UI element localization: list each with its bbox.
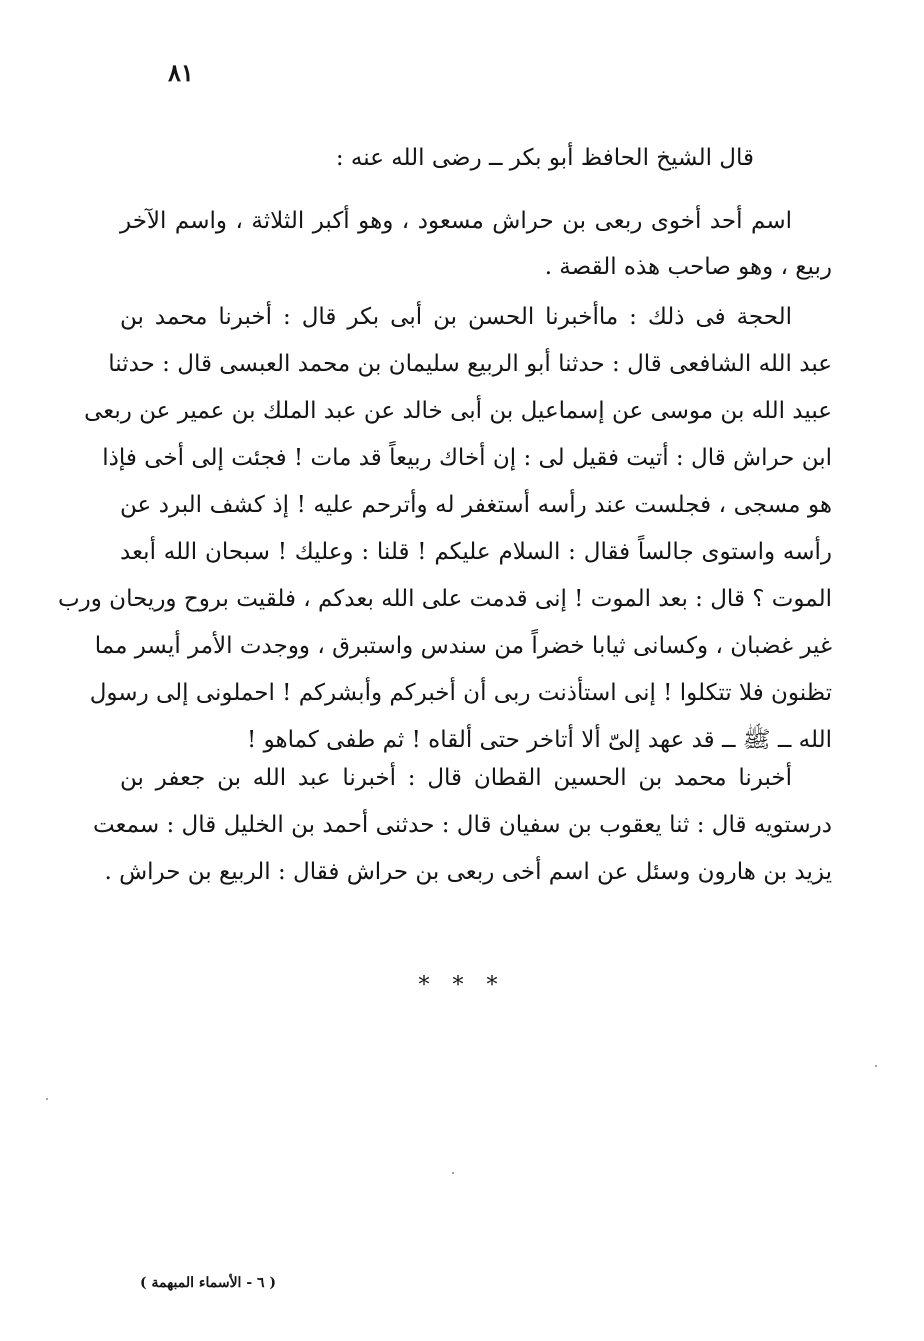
opening-line: قال الشيخ الحافظ أبو بكر ــ رضى الله عنه : bbox=[335, 145, 754, 171]
paragraph-2-line: عبيد الله بن موسى عن إسماعيل بن أبى خالد عن عبد الملك بن عمير عن ربعى bbox=[84, 398, 832, 424]
paragraph-3 bbox=[92, 755, 832, 896]
paragraph-2-line: تظنون فلا تتكلوا ! إنى استأذنت ربى أن أخبركم وأبشركم ! احملونى إلى رسول bbox=[89, 680, 832, 706]
paragraph-1-line: ربيع ، وهو صاحب هذه القصة . bbox=[544, 254, 832, 280]
paragraph-2-line: هو مسجى ، فجلست عند رأسه أستغفر له وأترحم عليه ! إذ كشف البرد عن bbox=[120, 492, 832, 518]
paragraph-2-line: الموت ؟ قال : بعد الموت ! إنى قدمت على الله بعدكم ، فلقيت بروح وريحان ورب bbox=[58, 586, 832, 612]
paragraph-1-line: اسم أحد أخوى ربعى بن حراش مسعود ، وهو أكبر الثلاثة ، واسم الآخر bbox=[120, 208, 792, 234]
page-number: ٨١ bbox=[168, 58, 194, 87]
paragraph-3-line: درستويه قال : ثنا يعقوب بن سفيان قال : حدثنى أحمد بن الخليل قال : سمعت bbox=[92, 812, 832, 838]
paragraph-2 bbox=[58, 294, 832, 764]
footer-signature: ( ٦ - الأسماء المبهمة ) bbox=[140, 1275, 277, 1291]
paragraph-2-line: الله ــ ﷺ ــ قد عهد إلىّ ألا أتاخر حتى ألقاه ! ثم طفى كماهو ! bbox=[247, 727, 832, 753]
paragraph-2-line: رأسه واستوى جالساً فقال : السلام عليكم ! قلنا : وعليك ! سبحان الله أبعد bbox=[120, 539, 832, 565]
paragraph-2-line: ابن حراش قال : أتيت فقيل لى : إن أخاك ربيعاً قد مات ! فجئت إلى أخى فإذا bbox=[102, 445, 832, 471]
section-separator: * * * bbox=[418, 973, 506, 998]
paragraph-2-line: عبد الله الشافعى قال : حدثنا أبو الربيع سليمان بن محمد العبسى قال : حدثنا bbox=[108, 351, 832, 377]
paragraph-3-line: يزيد بن هارون وسئل عن اسم أخى ربعى بن حراش فقال : الربيع بن حراش . bbox=[104, 859, 832, 885]
paragraph-3-line: أخبرنا محمد بن الحسين القطان قال : أخبرنا عبد الله بن جعفر بن bbox=[120, 765, 792, 791]
opening-line-block bbox=[120, 143, 832, 173]
scan-speck bbox=[452, 1172, 454, 1174]
paragraph-1 bbox=[120, 198, 832, 290]
paragraph-2-line: الحجة فى ذلك : ماأخبرنا الحسن بن أبى بكر قال : أخبرنا محمد بن bbox=[120, 304, 792, 330]
paragraph-2-line: غير غضبان ، وكسانى ثيابا خضراً من سندس واستبرق ، ووجدت الأمر أيسر مما bbox=[94, 633, 832, 659]
scan-speck bbox=[46, 1098, 48, 1100]
scan-speck bbox=[875, 1065, 877, 1067]
